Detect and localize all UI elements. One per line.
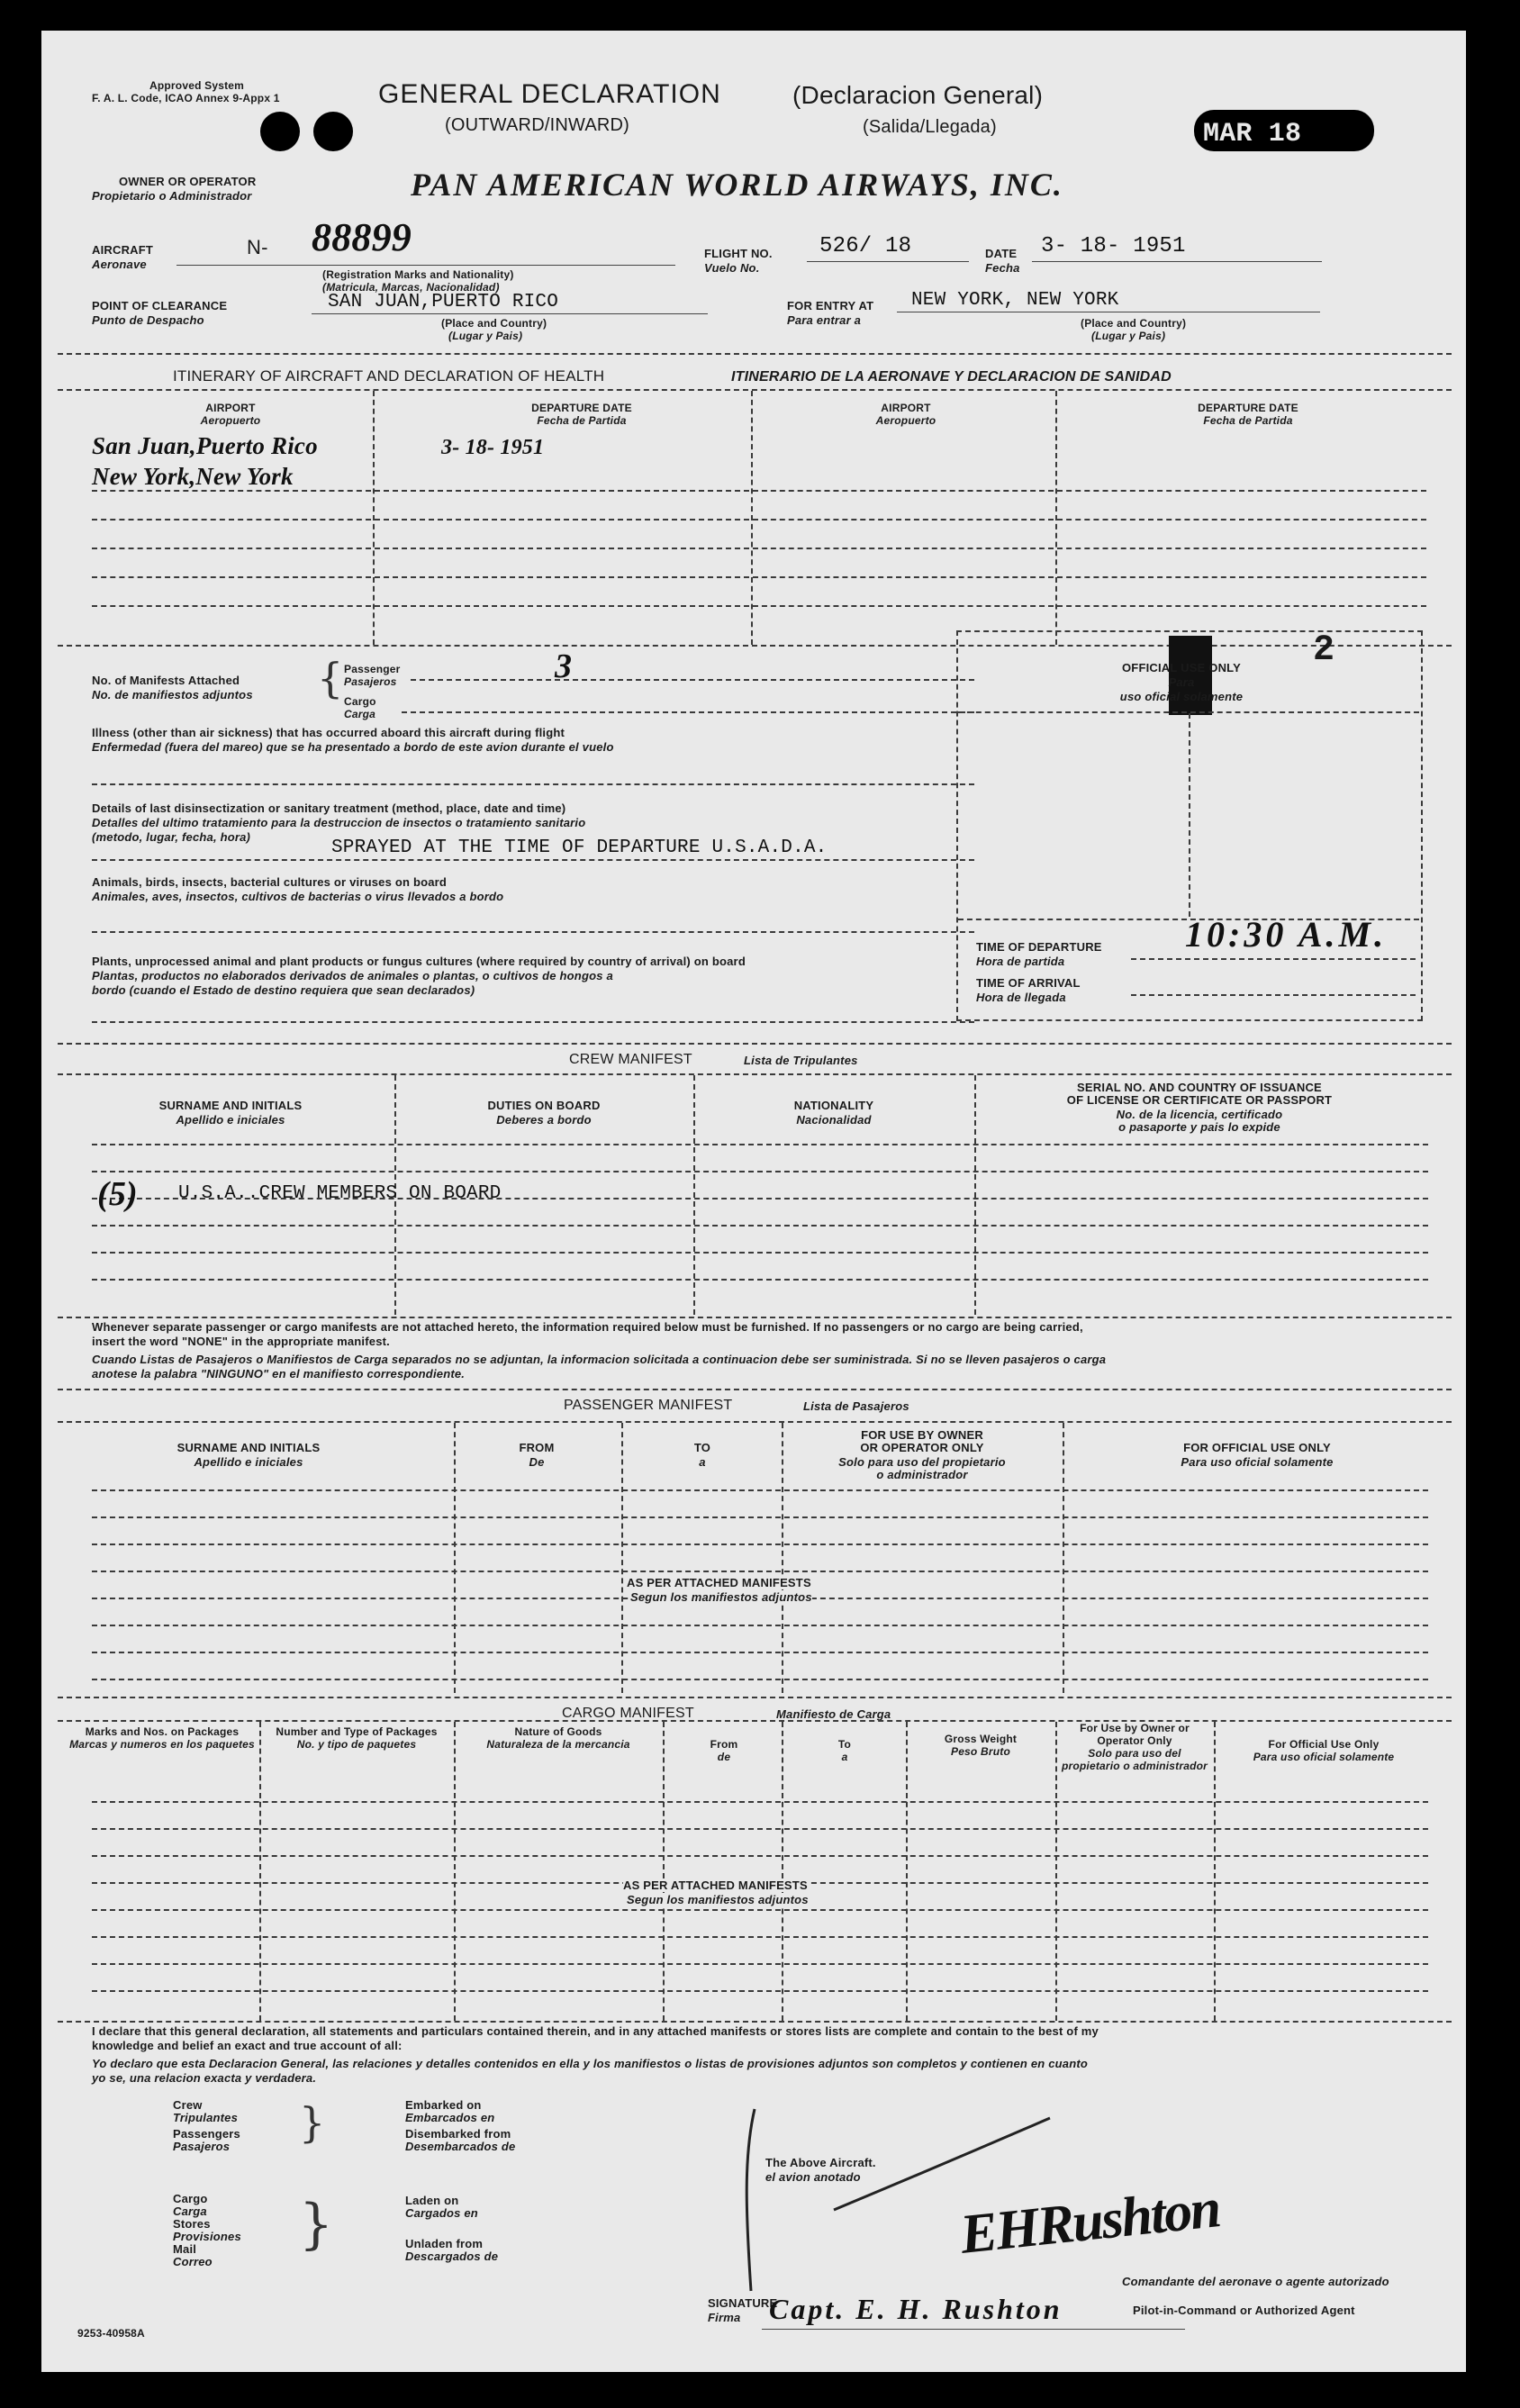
passenger-title: PASSENGER MANIFEST — [564, 1398, 733, 1413]
decl-disembarked-es: Desembarcados de — [405, 2140, 516, 2153]
itin-col-airport-2: AIRPORT — [881, 402, 931, 414]
decl-passengers-es: Pasajeros — [173, 2140, 231, 2153]
crew-entry: U.S.A..CREW MEMBERS ON BOARD — [178, 1183, 502, 1204]
cargo-col-official-en: For Official Use Only — [1268, 1738, 1380, 1751]
manifests-label: No. of Manifests Attached — [92, 674, 240, 687]
aircraft-label-es: Aeronave — [92, 258, 147, 271]
operator-label: OWNER OR OPERATOR — [119, 175, 257, 188]
cargo-col-owner-es: Solo para uso del propietario o administrador — [1061, 1747, 1208, 1772]
aircraft-prefix: N- — [247, 236, 268, 258]
departure-time: 10:30 A.M. — [1185, 914, 1388, 955]
punch-hole — [313, 112, 353, 151]
cargo-col-weight-en: Gross Weight — [944, 1733, 1018, 1745]
itin-col-departure-es: Fecha de Partida — [537, 414, 627, 427]
pax-col-from-es: De — [529, 1455, 545, 1469]
aircraft-label: AIRCRAFT — [92, 243, 154, 257]
decl-stores: Stores — [173, 2217, 211, 2231]
entry-sub: (Place and Country) — [1081, 317, 1187, 330]
cargo-col-to-en: To — [837, 1738, 852, 1751]
pax-col-name-es: Apellido e iniciales — [194, 1455, 303, 1469]
itin-col-departure-2-es: Fecha de Partida — [1203, 414, 1293, 427]
illness-label: Illness (other than air sickness) that has occurred aboard this aircraft during flight — [92, 726, 565, 739]
decl-disembarked: Disembarked from — [405, 2127, 511, 2141]
official-title: OFFICIAL USE ONLY — [1122, 661, 1241, 674]
signature-label-es: Firma — [708, 2311, 741, 2324]
signature-printed-name: Capt. E. H. Rushton — [769, 2293, 1063, 2325]
arrival-time-label-es: Hora de llegada — [976, 991, 1066, 1004]
itin-col-departure-2: DEPARTURE DATE — [1198, 402, 1298, 414]
cargo-title-es: Manifiesto de Carga — [776, 1707, 891, 1721]
notice-es-1: Cuando Listas de Pasajeros o Manifiestos de Carga separados no se adjuntan, la informacion solicitada a continuacion debe ser suministrada. Si no se lleven pasajeros o carga — [92, 1353, 1107, 1366]
decl-laden: Laden on — [405, 2194, 459, 2207]
illness-label-es: Enfermedad (fuera del mareo) que se ha presentado a bordo de este avion durante el vuelo — [92, 740, 614, 754]
cargo-count-label-es: Carga — [344, 708, 376, 720]
brace: } — [299, 2193, 334, 2256]
manifests-label-es: No. de manifiestos adjuntos — [92, 688, 253, 702]
clearance-sub-es: (Lugar y Pais) — [448, 330, 523, 342]
aircraft-sub: (Registration Marks and Nationality) — [322, 268, 514, 281]
cargo-col-nature — [477, 1725, 639, 1751]
entry-sub-es: (Lugar y Pais) — [1091, 330, 1166, 342]
brace: } — [299, 2098, 326, 2147]
entry-label: FOR ENTRY AT — [787, 299, 874, 312]
decl-cargo-es: Carga — [173, 2204, 207, 2218]
cargo-col-from-en: From — [710, 1738, 738, 1751]
pax-col-to-es: a — [699, 1455, 706, 1469]
form-title: GENERAL DECLARATION — [378, 79, 721, 109]
signature-script: EHRushton — [957, 2177, 1223, 2266]
cargo-col-official — [1225, 1738, 1423, 1763]
passenger-count-label-es: Pasajeros — [344, 675, 397, 688]
plants-label-es: Plantas, productos no elaborados derivados de animales o plantas, o cultivos de hongos a — [92, 969, 613, 982]
form-number: 9253-40958A — [77, 2327, 145, 2340]
pic-label: Pilot-in-Command or Authorized Agent — [1133, 2304, 1355, 2317]
plants-label-es-2: bordo (cuando el Estado de destino requiera que sean declarados) — [92, 983, 475, 997]
cargo-col-to-es: a — [841, 1751, 848, 1763]
crew-count: (5) — [97, 1175, 138, 1213]
clearance-value: SAN JUAN,PUERTO RICO — [328, 292, 559, 312]
pax-col-owner-es: Solo para uso del propietario — [838, 1455, 1006, 1469]
crew-col-license-es: No. de la licencia, certificado — [1116, 1108, 1283, 1121]
clearance-label: POINT OF CLEARANCE — [92, 299, 228, 312]
disinsect-label: Details of last disinsectization or sanitary treatment (method, place, date and time) — [92, 801, 566, 815]
itinerary-title: ITINERARY OF AIRCRAFT AND DECLARATION OF HEALTH — [173, 367, 605, 385]
cargo-as-per-manifests: AS PER ATTACHED MANIFESTS — [623, 1878, 808, 1892]
aircraft-sub-es: (Matricula, Marcas, Nacionalidad) — [322, 281, 500, 294]
itin-airport-2: New York,New York — [92, 463, 294, 490]
cargo-col-from — [672, 1738, 776, 1763]
pax-col-official-es: Para uso oficial solamente — [1181, 1455, 1334, 1469]
official-stamp-number: 2 — [1313, 630, 1335, 671]
arrival-time-label: TIME OF ARRIVAL — [976, 976, 1081, 990]
entry-value: NEW YORK, NEW YORK — [911, 290, 1119, 311]
cargo-col-packages — [267, 1725, 447, 1751]
entry-label-es: Para entrar a — [787, 313, 862, 327]
notice-es-2: anotese la palabra "NINGUNO" en el manifiesto correspondiente. — [92, 1367, 466, 1381]
itin-col-airport-2-es: Aeropuerto — [875, 414, 936, 427]
pax-as-per-manifests: AS PER ATTACHED MANIFESTS — [627, 1576, 811, 1589]
crew-col-license-es-2: o pasaporte y pais lo expide — [1118, 1120, 1280, 1134]
form-subtitle-es: (Salida/Llegada) — [863, 117, 997, 137]
passenger-count-label: Passenger — [344, 663, 401, 675]
flight-label-es: Vuelo No. — [704, 261, 760, 275]
crew-col-license: SERIAL NO. AND COUNTRY OF ISSUANCE — [1077, 1081, 1322, 1094]
animals-label: Animals, birds, insects, bacterial cultures or viruses on board — [92, 875, 448, 889]
decl-unladen-es: Descargados de — [405, 2250, 499, 2263]
clearance-sub: (Place and Country) — [441, 317, 547, 330]
cargo-col-owner — [1061, 1722, 1208, 1772]
departure-time-label-es: Hora de partida — [976, 955, 1065, 968]
flight-date: 3- 18- 1951 — [1041, 234, 1186, 258]
official-title-es-2: uso oficial solamente — [1119, 690, 1244, 703]
punch-hole — [260, 112, 300, 151]
clearance-label-es: Punto de Despacho — [92, 313, 204, 327]
cargo-col-packages-en: Number and Type of Packages — [276, 1725, 438, 1738]
itin-date-1: 3- 18- 1951 — [441, 436, 545, 459]
decl-embarked: Embarked on — [405, 2098, 482, 2112]
crew-col-nationality: NATIONALITY — [793, 1099, 874, 1112]
cargo-col-owner-en: For Use by Owner or Operator Only — [1080, 1722, 1190, 1747]
cargo-col-nature-en: Nature of Goods — [514, 1725, 602, 1738]
pax-col-official: FOR OFFICIAL USE ONLY — [1183, 1441, 1331, 1454]
decl-above-aircraft: The Above Aircraft. — [765, 2156, 876, 2169]
pax-col-owner-2: OR OPERATOR ONLY — [860, 1441, 984, 1454]
crew-title-es: Lista de Tripulantes — [744, 1054, 858, 1067]
cargo-col-weight — [913, 1733, 1048, 1758]
crew-col-duties: DUTIES ON BOARD — [487, 1099, 601, 1112]
decl-mail-es: Correo — [173, 2255, 213, 2268]
notice-en-1: Whenever separate passenger or cargo manifests are not attached hereto, the information required below must be furnished. If no passengers or no cargo are being carried, — [92, 1320, 1083, 1334]
disinsect-label-es: Detalles del ultimo tratamiento para la destruccion de insectos o tratamiento sanitario — [92, 816, 586, 829]
aircraft-registration: 88899 — [312, 215, 412, 259]
declaration-en-2: knowledge and belief an exact and true account of all: — [92, 2039, 403, 2052]
declaration-form — [41, 31, 1466, 2372]
cargo-count-label: Cargo — [344, 695, 376, 708]
itin-col-airport-es: Aeropuerto — [200, 414, 261, 427]
itinerary-title-es: ITINERARIO DE LA AERONAVE Y DECLARACION DE SANIDAD — [731, 369, 1172, 385]
crew-title: CREW MANIFEST — [569, 1052, 692, 1067]
date-stamp: MAR 18 — [1203, 119, 1302, 149]
cargo-col-marks-en: Marks and Nos. on Packages — [85, 1725, 240, 1738]
crew-col-name: SURNAME AND INITIALS — [158, 1099, 303, 1112]
official-title-es-1: Para — [1168, 675, 1195, 689]
cargo-col-marks-es: Marcas y numeros en los paquetes — [69, 1738, 255, 1751]
form-title-es: (Declaracion General) — [792, 81, 1044, 109]
crew-col-duties-es: Deberes a bordo — [496, 1113, 592, 1127]
flight-number: 526/ 18 — [819, 234, 912, 258]
date-label-es: Fecha — [985, 261, 1020, 275]
itin-col-airport: AIRPORT — [205, 402, 256, 414]
disinsect-label-es-2: (metodo, lugar, fecha, hora) — [92, 830, 251, 844]
pic-label-es: Comandante del aeronave o agente autorizado — [1122, 2275, 1389, 2288]
declaration-es-2: yo se, una relacion exacta y verdadera. — [92, 2071, 317, 2085]
flight-label: FLIGHT NO. — [704, 247, 773, 260]
declaration-es-1: Yo declaro que esta Declaracion General, las relaciones y detalles contenidos en ella y los manifiestos o listas de provisiones adjuntos son completos y contienen en cuanto — [92, 2057, 1089, 2070]
decl-cargo: Cargo — [173, 2192, 208, 2205]
decl-laden-es: Cargados en — [405, 2206, 478, 2220]
departure-time-label: TIME OF DEPARTURE — [976, 940, 1102, 954]
pax-col-name: SURNAME AND INITIALS — [176, 1441, 321, 1454]
cargo-col-nature-es: Naturaleza de la mercancia — [486, 1738, 630, 1751]
form-subtitle: (OUTWARD/INWARD) — [445, 115, 630, 135]
cargo-col-weight-es: Peso Bruto — [950, 1745, 1010, 1758]
decl-crew-es: Tripulantes — [173, 2111, 239, 2124]
pax-col-owner-es-2: o administrador — [876, 1468, 968, 1481]
pax-col-owner: FOR USE BY OWNER — [861, 1428, 983, 1442]
approved-system-code: F. A. L. Code, ICAO Annex 9-Appx 1 — [92, 92, 280, 104]
decl-passengers: Passengers — [173, 2127, 240, 2141]
decl-embarked-es: Embarcados en — [405, 2111, 495, 2124]
declaration-bracket — [726, 2102, 834, 2300]
cargo-col-to — [791, 1738, 899, 1763]
decl-crew: Crew — [173, 2098, 203, 2112]
pax-col-from: FROM — [519, 1441, 555, 1454]
declaration-en-1: I declare that this general declaration, all statements and particulars contained therein, and in any attached manifests or stores lists are complete and contain to the best of my — [92, 2024, 1099, 2038]
passenger-title-es: Lista de Pasajeros — [803, 1399, 909, 1413]
crew-col-license-2: OF LICENSE OR CERTIFICATE OR PASSPORT — [1066, 1093, 1333, 1107]
cargo-col-official-es: Para uso oficial solamente — [1253, 1751, 1395, 1763]
passenger-manifest-count: 3 — [555, 647, 573, 685]
date-label: DATE — [985, 247, 1018, 260]
brace: { — [317, 654, 344, 702]
decl-above-aircraft-es: el avion anotado — [765, 2170, 861, 2184]
itin-col-departure: DEPARTURE DATE — [531, 402, 632, 414]
itin-airport-1: San Juan,Puerto Rico — [92, 432, 318, 459]
plants-label: Plants, unprocessed animal and plant products or fungus cultures (where required by country of arrival) on board — [92, 955, 746, 968]
crew-col-name-es: Apellido e iniciales — [176, 1113, 285, 1127]
operator-label-es: Propietario o Administrador — [92, 189, 252, 203]
operator-value: PAN AMERICAN WORLD AIRWAYS, INC. — [411, 167, 1063, 203]
pax-as-per-manifests-es: Segun los manifiestos adjuntos — [630, 1590, 812, 1604]
disinsect-value: SPRAYED AT THE TIME OF DEPARTURE U.S.A.D.A. — [331, 837, 828, 858]
notice-en-2: insert the word "NONE" in the appropriate manifest. — [92, 1335, 390, 1348]
approved-system-label: Approved System — [149, 79, 245, 92]
decl-stores-es: Provisiones — [173, 2230, 241, 2243]
cargo-col-packages-es: No. y tipo de paquetes — [296, 1738, 417, 1751]
cargo-col-marks — [68, 1725, 256, 1751]
animals-label-es: Animales, aves, insectos, cultivos de bacterias o virus llevados a bordo — [92, 890, 504, 903]
cargo-title: CARGO MANIFEST — [562, 1706, 694, 1721]
cargo-as-per-manifests-es: Segun los manifiestos adjuntos — [627, 1893, 809, 1906]
pax-col-to: TO — [693, 1441, 711, 1454]
cargo-col-from-es: de — [717, 1751, 731, 1763]
decl-unladen: Unladen from — [405, 2237, 484, 2250]
crew-col-nationality-es: Nacionalidad — [796, 1113, 872, 1127]
decl-mail: Mail — [173, 2242, 197, 2256]
signature-label: SIGNATURE — [708, 2296, 778, 2310]
